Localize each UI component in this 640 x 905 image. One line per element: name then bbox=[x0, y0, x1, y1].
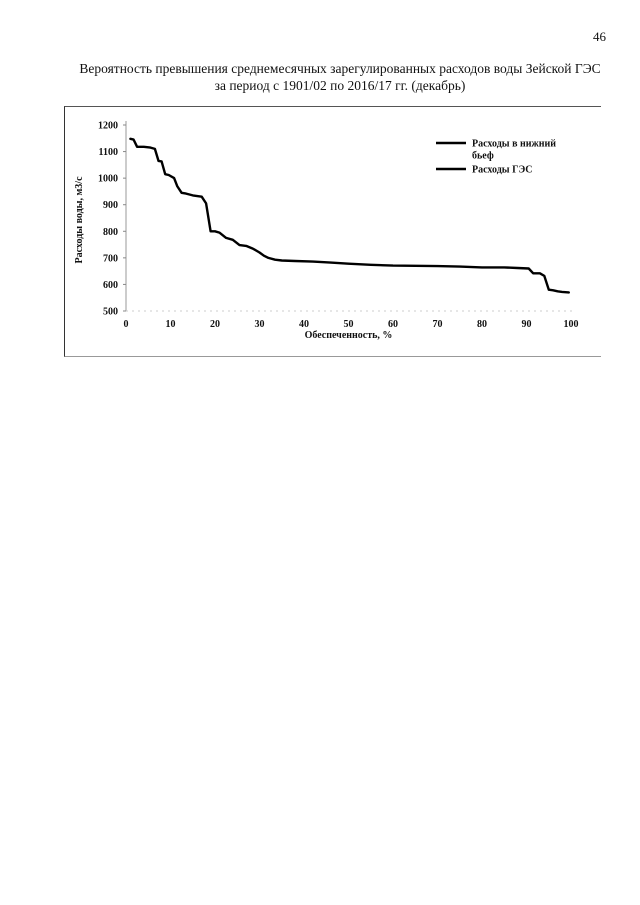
y-tick-label: 800 bbox=[103, 226, 118, 238]
x-tick-label: 80 bbox=[477, 319, 487, 330]
chart-title-line-2: за период с 1901/02 по 2016/17 гг. (декабрь) bbox=[214, 78, 466, 93]
y-tick-label: 1000 bbox=[98, 173, 118, 185]
x-tick-label: 30 bbox=[254, 319, 265, 330]
y-tick-label: 900 bbox=[103, 200, 118, 212]
y-tick-label: 1100 bbox=[98, 147, 118, 159]
legend-label-1: Расходы в нижний бьеф bbox=[472, 138, 557, 162]
y-tick-label: 700 bbox=[103, 253, 118, 265]
y-tick-label: 1200 bbox=[98, 120, 118, 132]
x-tick-label: 90 bbox=[521, 319, 532, 330]
x-tick-label: 70 bbox=[432, 319, 443, 330]
x-tick-label: 20 bbox=[210, 319, 220, 330]
legend-label-2: Расходы ГЭС bbox=[472, 164, 533, 176]
x-tick-label: 60 bbox=[388, 319, 398, 330]
x-tick-label: 10 bbox=[165, 319, 176, 330]
series-line-1 bbox=[130, 139, 568, 293]
chart-title-line-1: Вероятность превышения среднемесячных зарегулированных расходов воды Зейской ГЭС bbox=[79, 61, 601, 76]
x-tick-label: 100 bbox=[563, 319, 579, 330]
y-tick-label: 600 bbox=[103, 279, 118, 291]
y-axis-title: Расходы воды, м3/с bbox=[74, 176, 85, 264]
x-tick-label: 40 bbox=[299, 319, 309, 330]
y-tick-label: 500 bbox=[103, 306, 118, 318]
x-tick-label: 50 bbox=[343, 319, 354, 330]
x-axis-title: Обеспеченность, % bbox=[304, 330, 393, 341]
page-number: 46 bbox=[593, 29, 606, 44]
x-tick-label: 0 bbox=[123, 319, 129, 330]
